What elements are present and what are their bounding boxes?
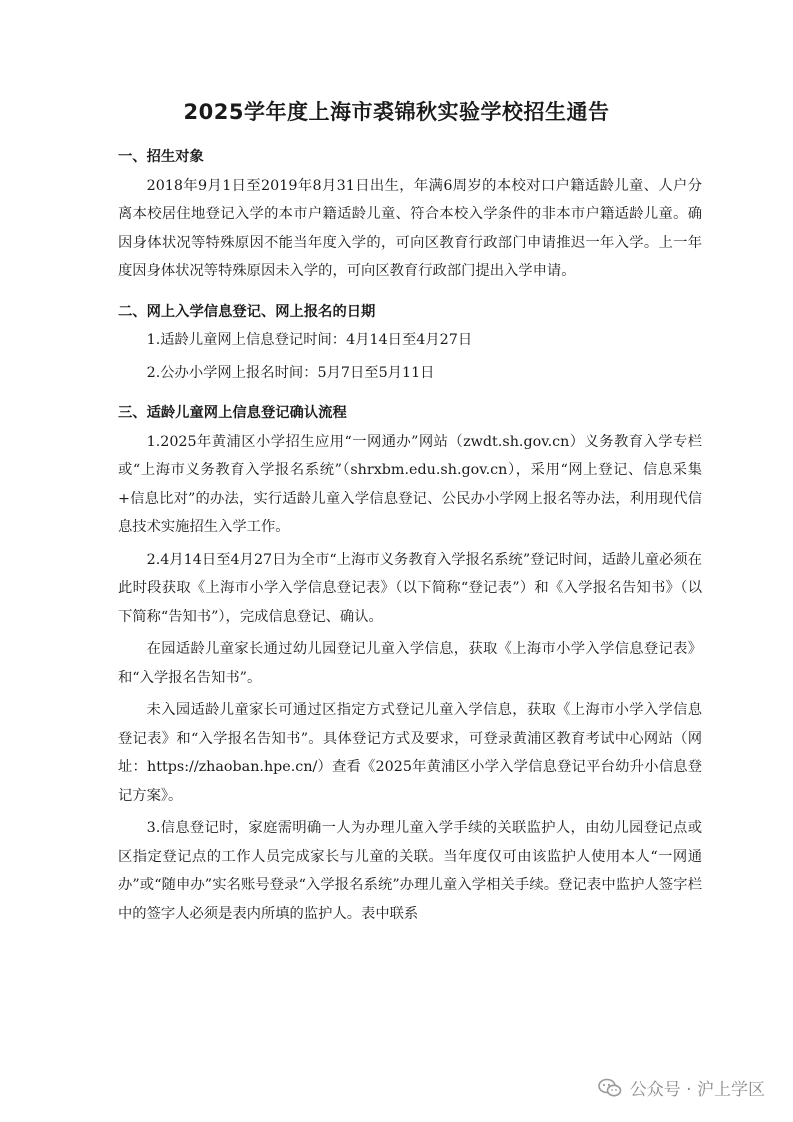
wechat-icon bbox=[598, 1078, 622, 1098]
paragraph: 未入园适龄儿童家长可通过区指定方式登记儿童入学信息，获取《上海市小学入学信息登记表》和“入学报名告知书”。具体登记方式及要求，可登录黄浦区教育考试中心网站（网址：https://zhaoban.hpe.cn/）查看《2025年黄浦区小学入学信息登记平台幼升小信息登记方案》。 bbox=[118, 702, 702, 804]
section-registration-dates bbox=[118, 298, 702, 388]
watermark-text: 公众号 · 沪上学区 bbox=[629, 1080, 765, 1100]
paragraph: 2018年9月1日至2019年8月31日出生，年满6周岁的本校对口户籍适龄儿童、人户分离本校居住地登记入学的本市户籍适龄儿童、符合本校入学条件的非本市户籍适龄儿童。确因身体状况等特殊原因不能当年度入学的，可向区教育行政部门申请推迟一年入学。上一年度因身体状况等特殊原因未入学的，可向区教育行政部门提出入学申请。 bbox=[118, 177, 702, 279]
paragraph: 2.公办小学网上报名时间：5月7日至5月11日 bbox=[146, 364, 435, 381]
section-heading: 二、网上入学信息登记、网上报名的日期 bbox=[118, 303, 376, 320]
paragraph: 1.适龄儿童网上信息登记时间：4月14日至4月27日 bbox=[146, 332, 473, 348]
paragraph: 在园适龄儿童家长通过幼儿园登记儿童入学信息，获取《上海市小学入学信息登记表》和“入学报名告知书”。 bbox=[118, 641, 702, 686]
watermark bbox=[598, 1075, 765, 1100]
paragraph: 3.信息登记时，家庭需明确一人为办理儿童入学手续的关联监护人，由幼儿园登记点或区指定登记点的工作人员完成家长与儿童的关联。当年度仅可由该监护人使用本人“一网通办”或“随申办”实名账号登录“入学报名系统”办理儿童入学相关手续。登记表中监护人签字栏中的签字人必须是表内所填的监护人。表中联系 bbox=[118, 820, 702, 922]
document-body bbox=[118, 143, 702, 928]
page-title: 2025学年度上海市裘锦秋实验学校招生通告 bbox=[183, 100, 610, 124]
paragraph: 1.2025年黄浦区小学招生应用“一网通办”网站（zwdt.sh.gov.cn）义务教育入学专栏或“上海市义务教育入学报名系统”（shrxbm.edu.sh.gov.cn），采用“网上登记、信息采集+信息比对”的办法，实行适龄儿童入学信息登记、公民办小学网上报名等办法，利用现代信息技术实施招生入学工作。 bbox=[118, 433, 702, 535]
paragraph: 2.4月14日至4月27日为全市“上海市义务教育入学报名系统”登记时间，适龄儿童必须在此时段获取《上海市小学入学信息登记表》（以下简称“登记表”）和《入学报名告知书》（以下简称“告知书”），完成信息登记、确认。 bbox=[118, 551, 702, 625]
section-recruitment-target bbox=[118, 143, 702, 286]
section-confirmation-process bbox=[118, 399, 702, 928]
section-heading: 三、适龄儿童网上信息登记确认流程 bbox=[118, 405, 347, 421]
section-heading: 一、招生对象 bbox=[118, 149, 204, 165]
